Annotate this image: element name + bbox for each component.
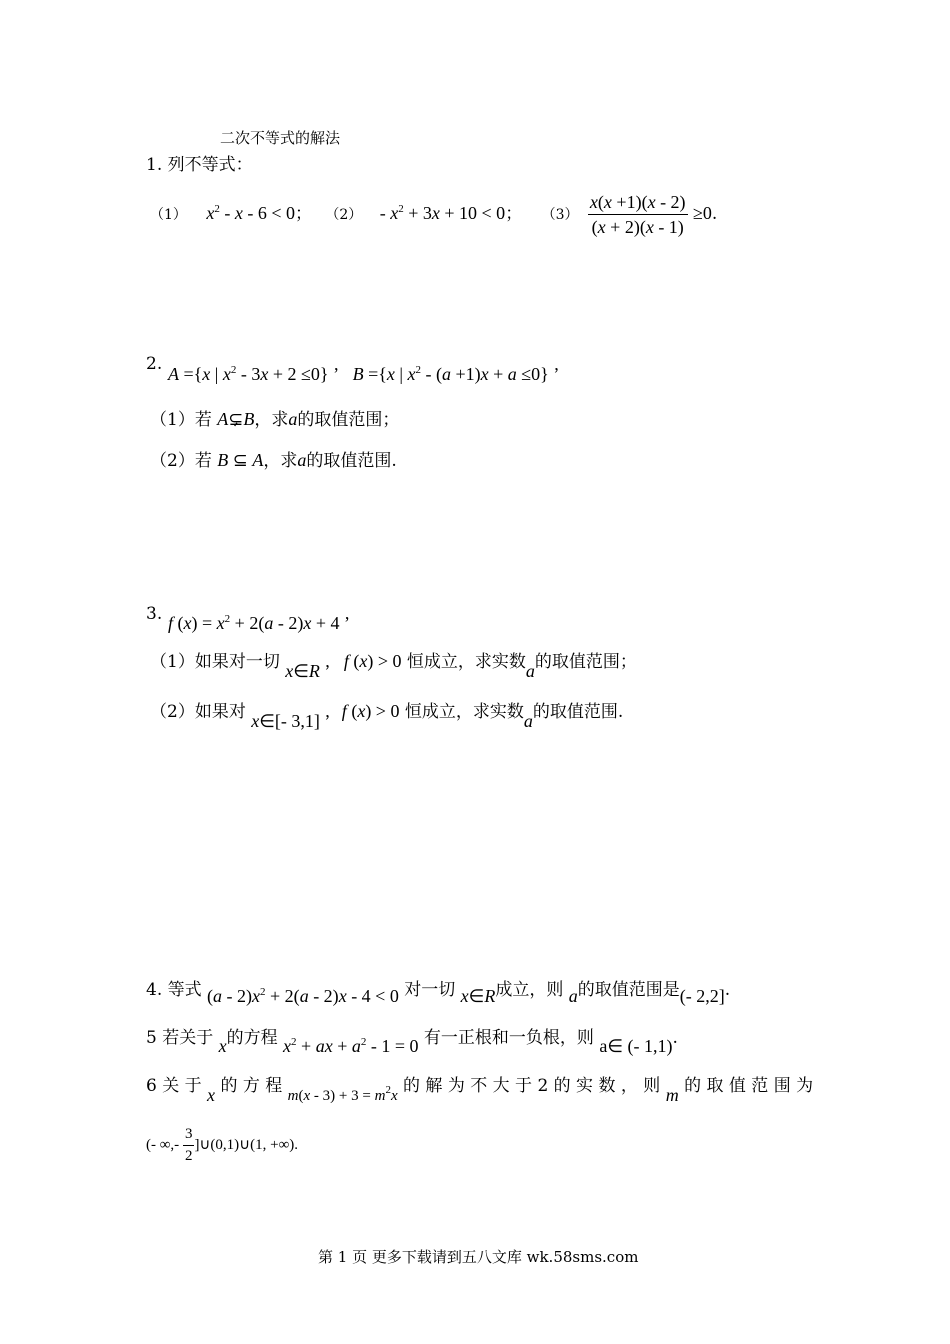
q3-sub1-var: a	[525, 661, 535, 681]
q5-end: .	[672, 1028, 678, 1048]
q6-mid2: 的 解 为 不 大 于 2 的 实 数 ， 则	[403, 1076, 661, 1096]
q1-label: 1. 列不等式：	[146, 155, 253, 175]
q1-ineq2: - $x^2 + 3x + 10 < 0$	[379, 203, 506, 223]
q3-sub2-suffix: 的取值范围.	[532, 702, 624, 722]
q2-sub2-relation: B ⊆ A	[217, 450, 264, 470]
doc-title: 二次不等式的解法	[220, 129, 341, 147]
q5	[146, 1028, 678, 1056]
q2-sub1-var: a	[288, 409, 298, 429]
q3-sub1-domain: x∈R ’	[285, 661, 331, 681]
q6-suffix: 的 取 值 范 围 为	[684, 1076, 814, 1096]
q3-sub1-mid: 恒成立，求实数	[406, 652, 526, 672]
q5-answer: a∈ (- 1,1)	[599, 1036, 673, 1056]
q3-sub1-condition: f (x) > 0	[343, 651, 402, 671]
q4-suffix: 的取值范围是	[577, 980, 680, 1000]
q6-mid: 的 方 程	[220, 1076, 283, 1096]
q5-prefix: 5 若关于	[146, 1028, 214, 1048]
q6-answer-fraction: $\frac{3}{2}$	[184, 1126, 193, 1164]
q1-part3-label: （3）	[541, 207, 579, 223]
q3-sub1	[150, 651, 637, 681]
q1-sep1: ；	[294, 204, 312, 224]
q3-sub2-mid: 恒成立，求实数	[404, 702, 524, 722]
q1-parts	[150, 193, 717, 236]
q4-inequality: $(a - 2)x^2 + 2(a - 2)x - 4 < 0$	[207, 986, 399, 1006]
q2-number: 2.	[146, 354, 163, 374]
q6-prefix: 6 关 于	[146, 1076, 202, 1096]
q1-ineq3-rhs: ≥0	[692, 203, 712, 223]
q1-part2-label: （2）	[325, 207, 363, 223]
q2-sub1	[150, 410, 399, 429]
q2-sub2-suffix: 的取值范围.	[306, 451, 397, 471]
q2-sub2	[150, 451, 397, 470]
q5-equation: $x^2$ + ax + $a^2 - 1 = 0$	[283, 1036, 419, 1056]
q3-sub1-suffix: 的取值范围；	[534, 652, 637, 672]
q4-mid2: 成立，则	[495, 980, 564, 1000]
q3-sub2	[150, 701, 624, 731]
q4	[146, 980, 731, 1006]
q1-ineq1: $x^2 - x - 6 < 0$	[206, 203, 295, 223]
q3-sub2-var: a	[523, 711, 533, 731]
q3-function: f $(x) = x^2 + 2(a - 2)x + 4$ ’	[168, 613, 350, 633]
q4-var: a	[568, 986, 578, 1006]
q2-sub1-suffix: 的取值范围；	[297, 410, 400, 430]
q5-mid: 的方程	[226, 1028, 278, 1048]
q6-var-x: x	[207, 1085, 216, 1105]
q6-var-m: m	[665, 1085, 679, 1105]
q3-number: 3.	[146, 604, 163, 624]
q2-sub2-mid: ，求	[263, 451, 298, 471]
q1-fraction: $\frac{x(x +1)(x - 2)}{(x + 2)(x - 1)}$	[589, 192, 686, 237]
q3-sub2-condition: f (x) > 0	[341, 701, 400, 721]
q2-sets: A ={x | $x^2 - 3x + 2 \le 0$} ’ B ={x | $x^2 - (a +1)x + a \le 0$} ’	[168, 364, 560, 384]
q2-sub1-mid: ，求	[254, 410, 289, 430]
q3-sub1-prefix: （1）如果对一切	[150, 652, 280, 672]
q4-answer: (- 2,2]	[679, 986, 725, 1006]
q4-prefix: 4. 等式	[146, 980, 202, 1000]
page-footer: 第 1 页 更多下载请到五八文库 wk.58sms.com	[318, 1248, 639, 1266]
q6-end: .	[294, 1136, 299, 1153]
q1-end: .	[711, 204, 718, 224]
q4-domain: x∈R	[460, 986, 496, 1006]
q2-sub2-prefix: （2）若	[150, 451, 212, 471]
q3-sub2-prefix: （2）如果对	[150, 702, 246, 722]
q5-mid2: 有一正根和一负根，则	[423, 1028, 594, 1048]
q1-sep2: ；	[505, 204, 523, 224]
q2-sub1-relation: A⊊B	[217, 409, 255, 429]
q2-sub2-var: a	[297, 450, 307, 470]
q6-equation: $m(x - 3) + 3 = m^2x$	[287, 1084, 398, 1104]
q6	[146, 1076, 814, 1105]
q4-mid: 对一切	[404, 980, 456, 1000]
q4-end: .	[724, 980, 731, 1000]
q1-part1-label: （1）	[150, 207, 187, 223]
q5-var-x: x	[218, 1036, 227, 1056]
q3-sub2-domain: x∈[- 3,1] ’	[251, 711, 331, 731]
q2-sub1-prefix: （1）若	[150, 410, 212, 430]
q6-answer: (- ∞,- $\frac{3}{2}$ ]∪(0,1)∪(1, +∞).	[146, 1126, 299, 1164]
